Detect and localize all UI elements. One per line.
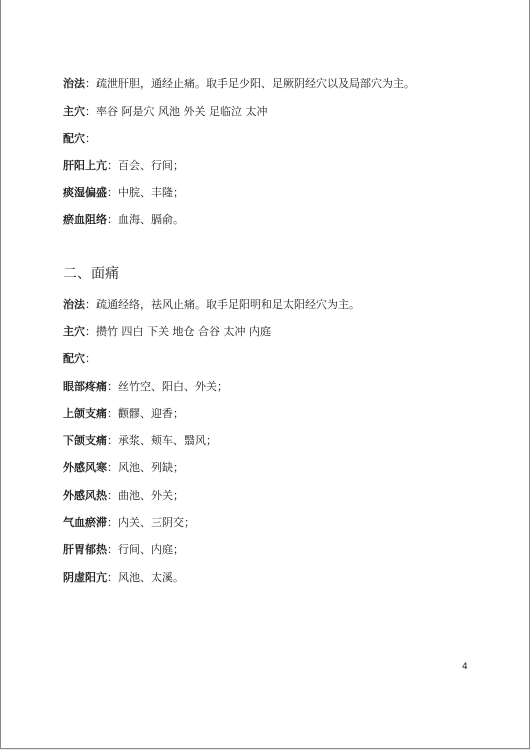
s2-item-label: 下颌支痛 (63, 434, 107, 447)
s2-item (63, 489, 184, 503)
s2-item-label: 气血瘀滞 (63, 516, 107, 529)
s1-supplementary-points-text: ： (85, 132, 96, 145)
s2-supplementary-points-line (63, 352, 96, 366)
s2-item-text: ：行间、内庭； (107, 543, 184, 556)
s1-item-text: ：中脘、丰隆； (107, 186, 184, 199)
s2-item-label: 外感风热 (63, 489, 107, 502)
s2-treatment-line (63, 298, 360, 312)
s1-treatment-label: 治法 (63, 77, 85, 90)
s2-item (63, 380, 228, 394)
s1-item-label: 痰湿偏盛 (63, 186, 107, 199)
s1-main-points-line (63, 105, 267, 119)
s2-item-text: ：承浆、颊车、翳风； (107, 434, 217, 447)
s1-supplementary-points-label: 配穴 (63, 132, 85, 145)
s2-item (63, 571, 184, 585)
s2-item (63, 461, 184, 475)
s2-item (63, 516, 195, 530)
s1-item (63, 186, 184, 200)
s2-supplementary-points-text: ： (85, 352, 96, 365)
s1-item-text: ：血海、膈俞。 (107, 213, 184, 226)
s2-item (63, 434, 217, 448)
s1-supplementary-points-line (63, 132, 96, 146)
page-number: 4 (462, 662, 468, 672)
s2-item-text: ：风池、太溪。 (107, 571, 184, 584)
s1-item-label: 肝阳上亢 (63, 159, 107, 172)
s1-main-points-label: 主穴 (63, 105, 85, 118)
s2-item-text: ：曲池、外关； (107, 489, 184, 502)
s2-item-text: ：丝竹空、阳白、外关； (107, 380, 228, 393)
s2-main-points-label: 主穴 (63, 325, 85, 338)
s2-item-label: 眼部疼痛 (63, 380, 107, 393)
s1-main-points-text: ：率谷 阿是穴 风池 外关 足临泣 太冲 (85, 105, 268, 118)
s2-treatment-label: 治法 (63, 298, 85, 311)
s2-main-points-line (63, 325, 271, 339)
s1-treatment-line (63, 77, 415, 91)
s1-item (63, 159, 184, 173)
s2-item-label: 上颌支痛 (63, 407, 107, 420)
s2-supplementary-points-label: 配穴 (63, 352, 85, 365)
s2-item-text: ：风池、列缺； (107, 461, 184, 474)
s2-treatment-text: ：疏通经络，祛风止痛。取手足阳明和足太阳经穴为主。 (85, 298, 360, 311)
s2-item (63, 407, 184, 421)
s2-item-label: 阴虚阳亢 (63, 571, 107, 584)
section-heading: 二、面痛 (63, 266, 119, 282)
s2-item-text: ：颧髎、迎香； (107, 407, 184, 420)
s2-item-label: 外感风寒 (63, 461, 107, 474)
s1-treatment-text: ：疏泄肝胆，通经止痛。取手足少阳、足厥阴经穴以及局部穴为主。 (85, 77, 415, 90)
s2-item (63, 543, 184, 557)
s1-item (63, 213, 184, 227)
s1-item-label: 瘀血阻络 (63, 213, 107, 226)
s2-item-text: ：内关、三阴交； (107, 516, 195, 529)
s2-main-points-text: ：攒竹 四白 下关 地仓 合谷 太冲 内庭 (85, 325, 271, 338)
s2-item-label: 肝胃郁热 (63, 543, 107, 556)
s1-item-text: ：百会、行间； (107, 159, 184, 172)
